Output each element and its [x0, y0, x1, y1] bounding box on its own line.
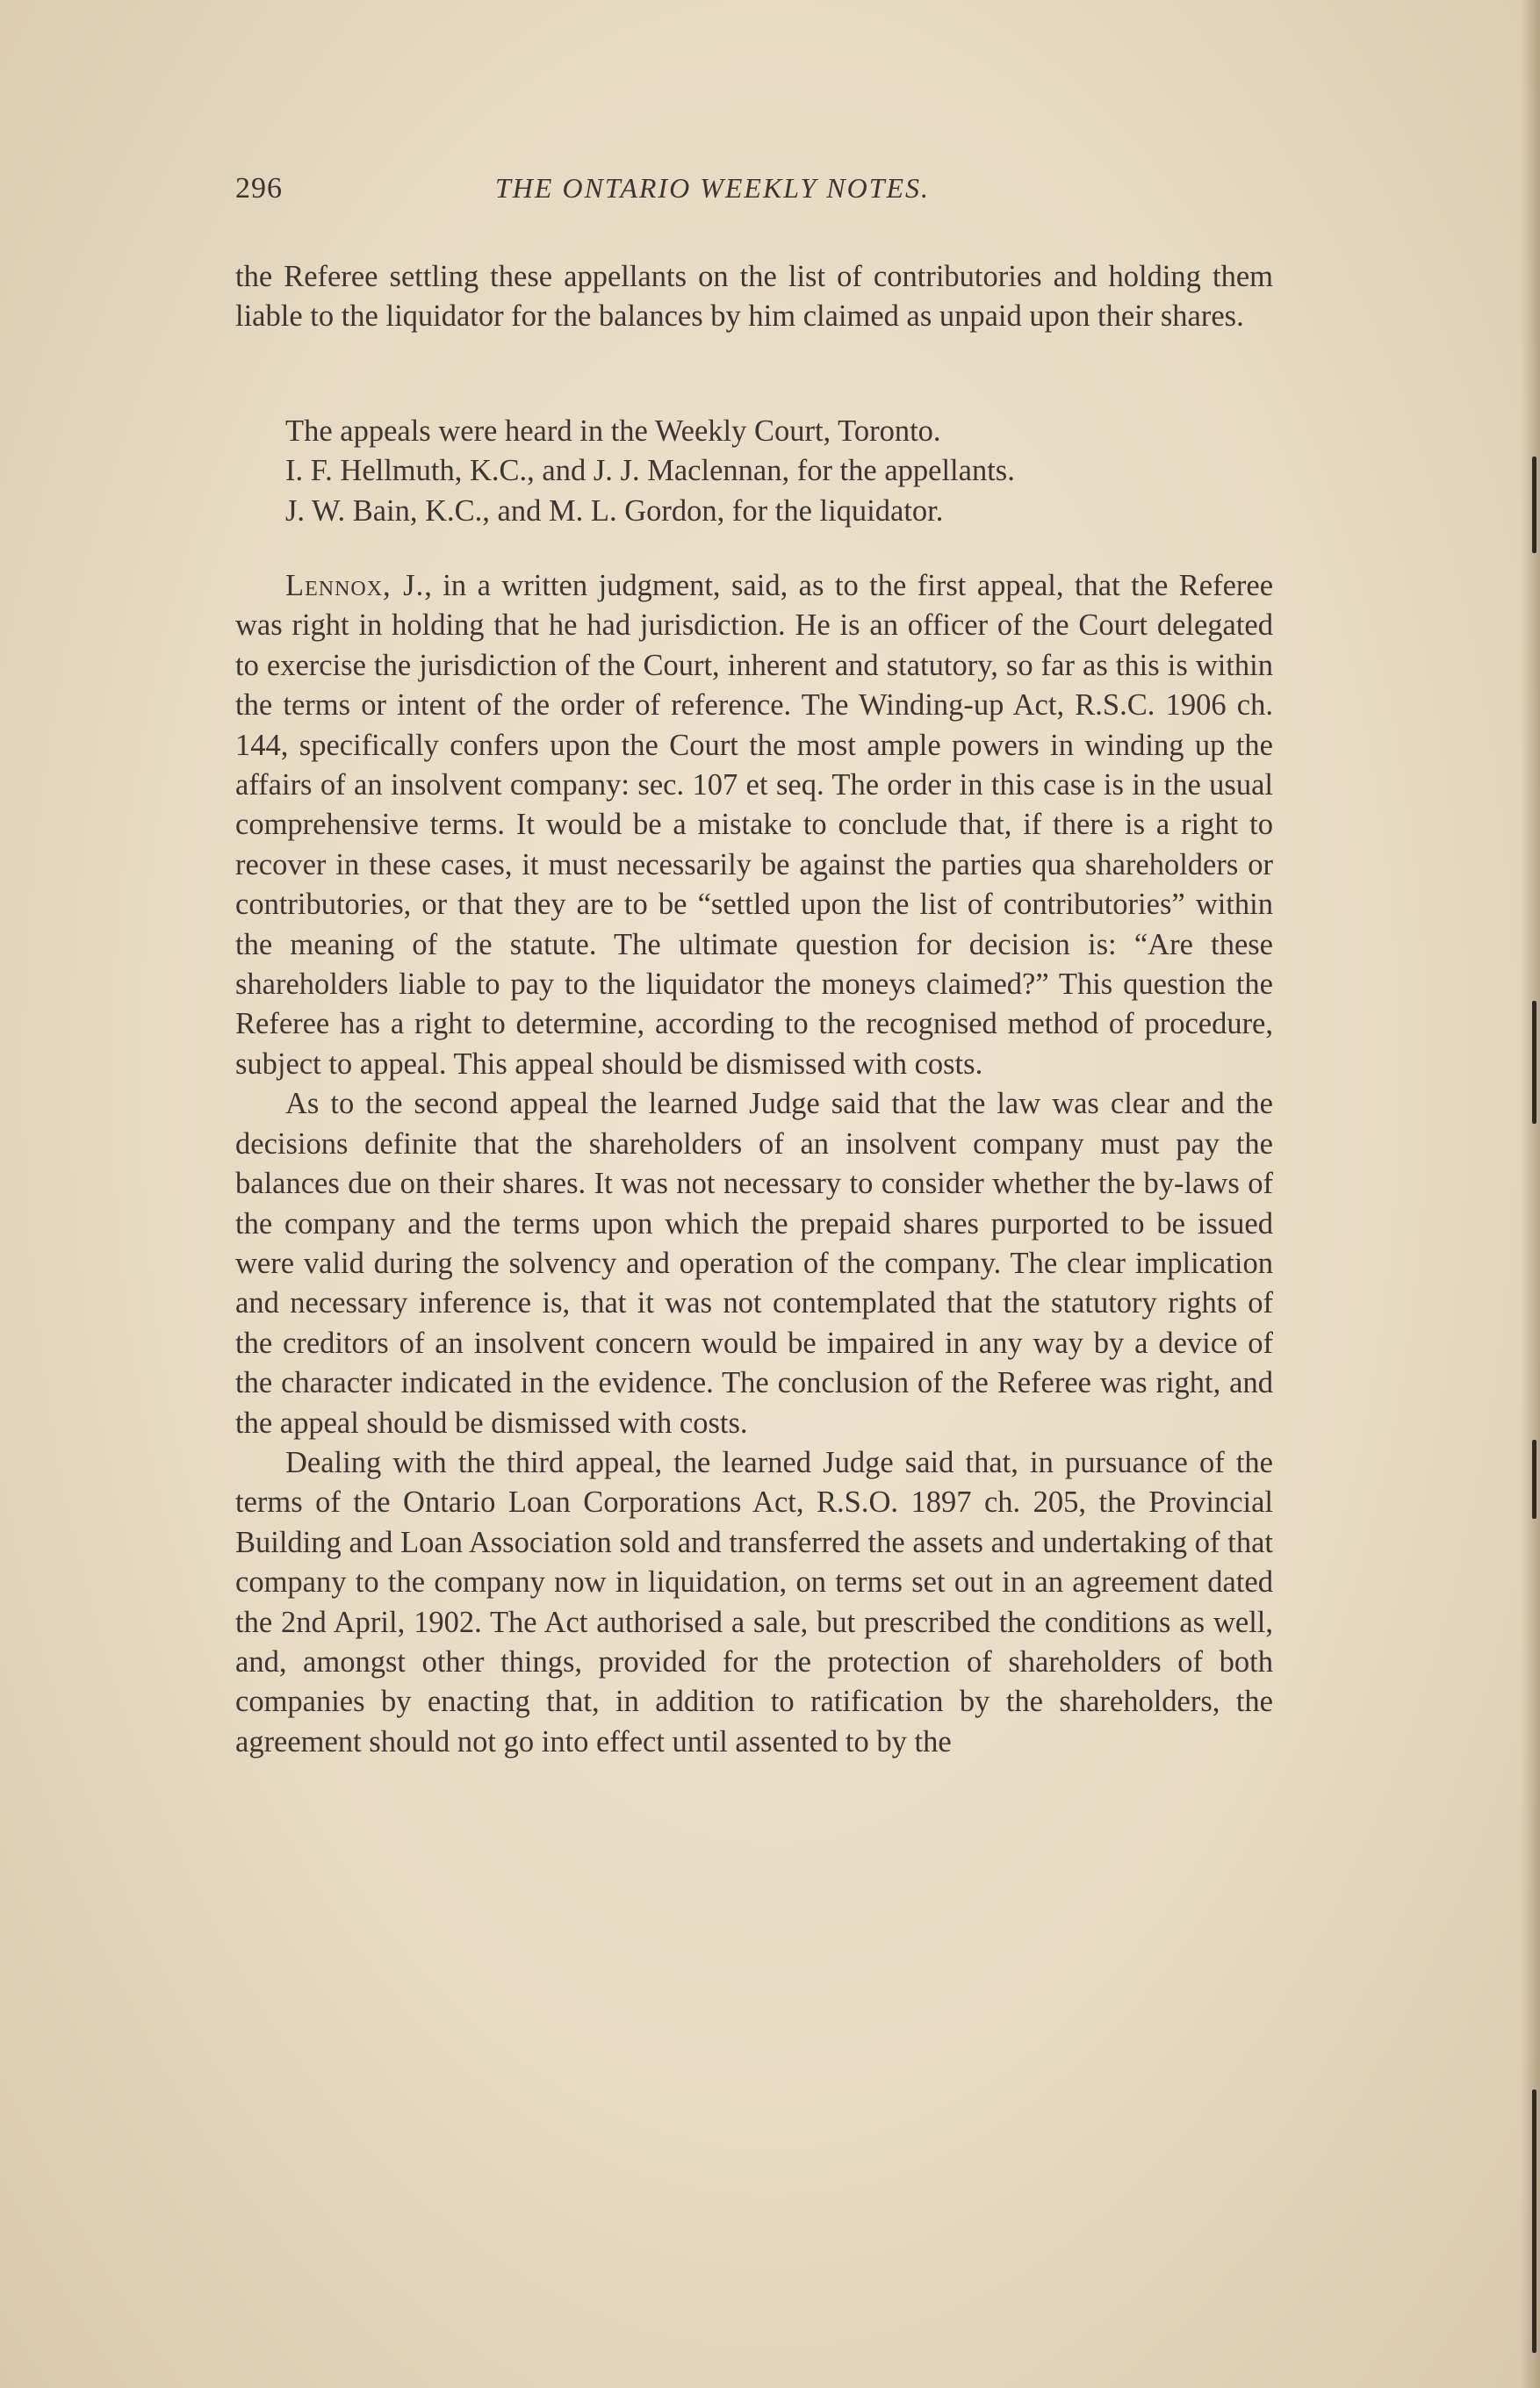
page-edge-shadow: [1521, 0, 1540, 2388]
edge-mark: [1532, 2090, 1536, 2353]
opening-paragraph-block: [235, 257, 1273, 337]
judge-name: Lennox, J.: [285, 569, 425, 602]
third-appeal-paragraph: Dealing with the third appeal, the learned Judge said that, in pursuance of the terms of the Ontario Loan Corporations Act, R.S.O. 1897 ch. 205, the Provincial Building and Loan Association sold and transferred the assets and undertaking of that company to the company now in liquidation, on terms set out in an agreement dated the 2nd April, 1902. The Act authorised a sale, but prescribed the conditions as well, and, amongst other things, provided for the protection of shareholders of both companies by enacting that, in addition to ratification by the shareholders, the agreement should not go into effect until assented to by the: [235, 1445, 1273, 1759]
edge-mark: [1532, 1001, 1536, 1124]
second-appeal-paragraph: As to the second appeal the learned Judge said that the law was clear and the decisions definite that the shareholders of an insolvent company must pay the balances due on their shares. It was not necessary to consider whether the by-laws of the company and the terms upon which the prepaid shares purported to be issued were valid during the solvency and operation of the company. The clear implication and necessary inference is, that it was not contemplated that the statutory rights of the creditors of an insolvent concern would be impaired in any way by a device of the character indicated in the evidence. The conclusion of the Referee was right, and the appeal should be dismissed with costs.: [235, 1087, 1273, 1440]
judgment-block: [235, 566, 1273, 1762]
first-appeal-paragraph: [235, 566, 1273, 1084]
court-line: The appeals were heard in the Weekly Court, Toronto.: [285, 414, 941, 448]
edge-mark: [1532, 457, 1536, 553]
appellants-counsel: I. F. Hellmuth, K.C., and J. J. Maclennan, for the appellants.: [285, 454, 1015, 488]
first-appeal-text: , in a written judgment, said, as to the first appeal, that the Referee was right in holding that he had jurisdiction. He is an officer of the Court delegated to exercise the jurisdiction of the Court, inherent and statutory, so far as this is within the terms or intent of the order of reference. The Winding-up Act, R.S.C. 1906 ch. 144, specifically confers upon the Court the most ample powers in winding up the affairs of an insolvent company: sec. 107 et seq. The order in this case is in the usual comprehensive terms. It would be a mistake to conclude that, if there is a right to recover in these cases, it must necessarily be against the parties qua shareholders or contributories, or that they are to be “settled upon the list of contributories” within the meaning of the statute. The ultimate question for decision is: “Are these shareholders liable to pay to the liquidator the moneys claimed?” This question the Referee has a right to determine, according to the recognised method of procedure, subject to appeal. This appeal should be dismissed with costs.: [235, 569, 1274, 1081]
hearing-block: [235, 412, 1273, 531]
page-header: [235, 172, 1271, 214]
edge-mark: [1532, 1440, 1536, 1519]
liquidator-counsel: J. W. Bain, K.C., and M. L. Gordon, for the liquidator.: [285, 493, 944, 528]
opening-paragraph: the Referee settling these appellants on the list of contributories and holding them liable to the liquidator for the balances by him claimed as unpaid upon their shares.: [235, 260, 1273, 334]
page-number: 296: [235, 172, 283, 205]
running-title: THE ONTARIO WEEKLY NOTES.: [495, 172, 931, 204]
